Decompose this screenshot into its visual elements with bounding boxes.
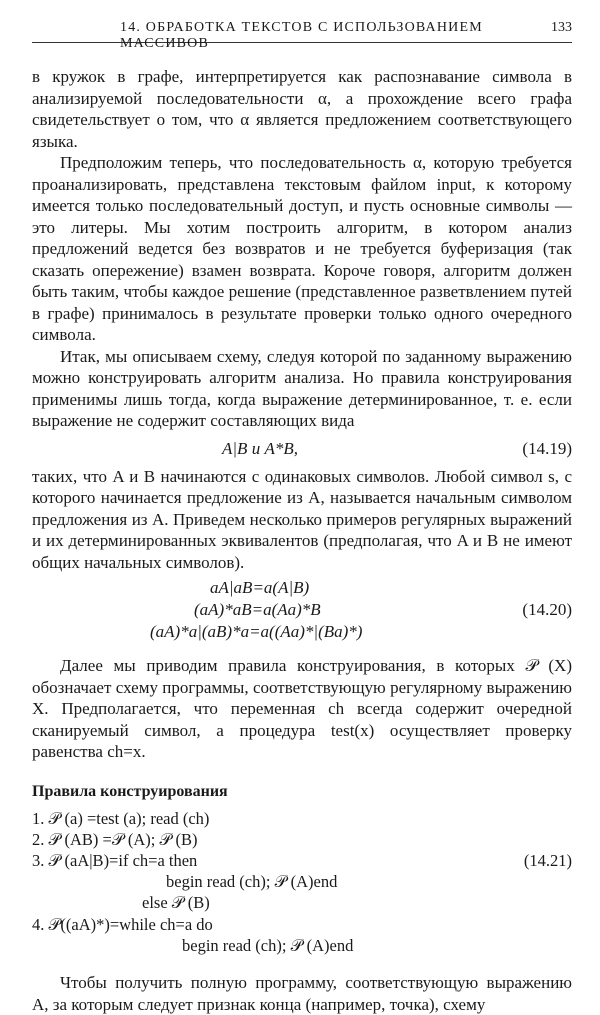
equation-14-20 xyxy=(32,577,572,645)
equation-14-21-number: (14.21) xyxy=(523,851,572,870)
equation-14-19 xyxy=(32,438,572,460)
paragraph-3: Итак, мы описываем схему, следуя которой по заданному выражению можно конструировать алгоритм анализа. Но правила конструирования применимы лишь тогда, когда выражение детерминированное, т. е. если выражение не содержит составляющих вида xyxy=(32,346,572,430)
paragraph-1: в кружок в графе, интерпретируется как распознавание символа в анализируемой последовательности α, а прохождение всего графа свидетельствует о том, что α является предложением соответствующего языка. xyxy=(32,67,572,151)
rule-1: 1. 𝒫 (a) =test (a); read (ch) xyxy=(32,809,210,828)
paragraph-2: Предположим теперь, что последовательность α, которую требуется проанализировать, представлена текстовым файлом input, к которому имеется только последовательный доступ, и пусть основные символы — это литеры. Мы хотим построить алгоритм, в котором анализ предложений ведется без возвратов и не требуется буферизация (так сказать опережение) взамен возврата. Короче говоря, алгоритм должен быть таким, чтобы каждое решение (представленное разветвлением путей в графе) принималось в результате проверки только одного очередного символа. xyxy=(32,153,572,344)
page-header xyxy=(32,18,572,51)
equation-14-20-line-1: aA|aB=a(A|B) xyxy=(210,578,310,597)
equation-14-20-number: (14.20) xyxy=(522,600,572,619)
section-title: Правила конструирования xyxy=(32,782,228,800)
paragraph-6: Чтобы получить полную программу, соответствующую выражению A, за которым следует признак конца (например, точка), схему xyxy=(32,973,572,1014)
equation-14-19-expression: A|B и A*B, xyxy=(222,438,298,458)
rule-2: 2. 𝒫 (AB) =𝒫 (A); 𝒫 (B) xyxy=(32,830,198,849)
rule-3-then-branch: begin read (ch); 𝒫 (A)end xyxy=(166,872,338,891)
equation-14-20-line-3: (aA)*a|(aB)*a=a((Aa)*|(Ba)*) xyxy=(150,622,363,641)
equation-14-20-line-2: (aA)*aB=a(Aa)*B xyxy=(194,600,321,619)
rule-3-else-branch: else 𝒫 (B) xyxy=(142,893,210,912)
page-number: 133 xyxy=(551,20,572,35)
paragraph-5: Далее мы приводим правила конструирования, в которых 𝒫 (X) обозначает схему программы, соответствующую регулярному выражению X. Предполагается, что переменная ch всегда содержит очередной сканируемый символ, а процедура test(x) осуществляет проверку равенства ch=x. xyxy=(32,656,572,761)
construction-rules xyxy=(32,808,572,962)
page-body xyxy=(32,66,572,1015)
paragraph-4: таких, что A и B начинаются с одинаковых символов. Любой символ s, с которого начинается предложение из A, называется начальным символом предложения из A. Приведем несколько примеров регулярных выражений и их детерминированных эквивалентов (предполагая, что A и B не имеют общих начальных символов). xyxy=(32,466,572,572)
rule-3: 3. 𝒫 (aA|B)=if ch=a then xyxy=(32,851,198,870)
rule-4: 4. 𝒫((aA)*)=while ch=a do xyxy=(32,915,213,934)
rule-4-body: begin read (ch); 𝒫 (A)end xyxy=(182,936,354,955)
equation-14-19-number: (14.19) xyxy=(522,438,572,458)
running-head: 14. ОБРАБОТКА ТЕКСТОВ С ИСПОЛЬЗОВАНИЕМ МАССИВОВ xyxy=(120,20,483,51)
